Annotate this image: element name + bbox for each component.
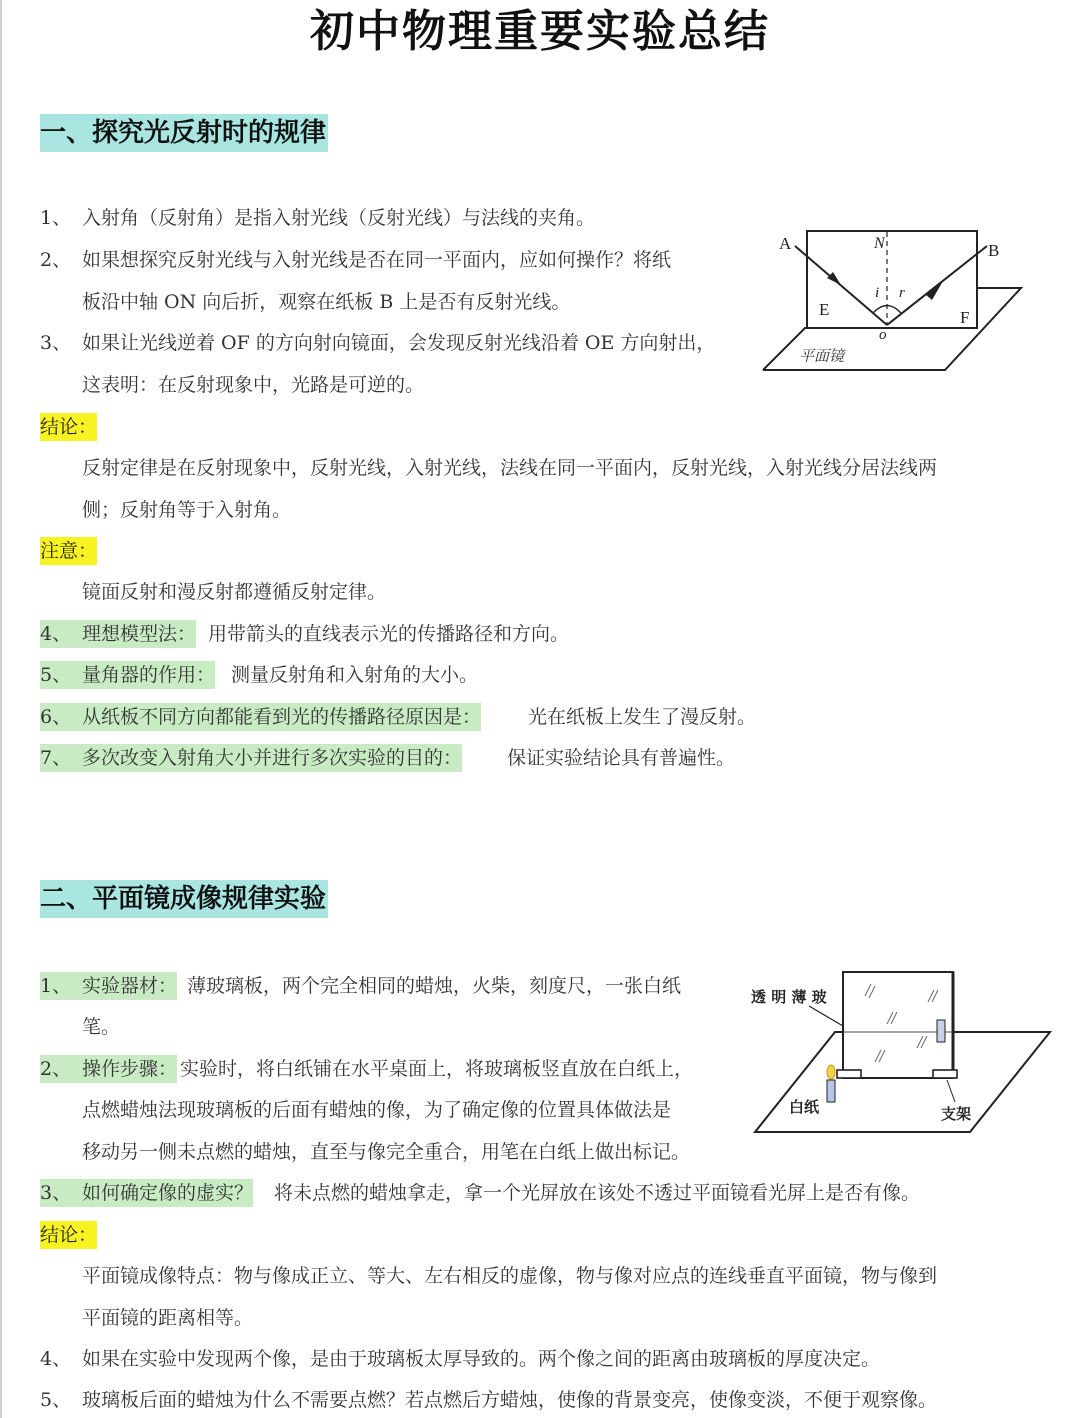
item-text-continued: 笔。 bbox=[82, 1016, 121, 1038]
label-mirror: 平面镜 bbox=[799, 347, 845, 365]
conclusion-text: 反射定律是在反射现象中，反射光线，入射光线，法线在同一平面内，反射光线，入射光线分居法线两 bbox=[82, 457, 938, 479]
item-text: 保证实验结论具有普遍性。 bbox=[507, 747, 736, 769]
item-number: 2、 bbox=[40, 249, 72, 271]
item-text: 测量反射角和入射角的大小。 bbox=[231, 664, 479, 686]
label-o: o bbox=[879, 327, 887, 343]
item-number: 5、 bbox=[40, 1389, 72, 1411]
label-f: F bbox=[960, 308, 970, 327]
item-number: 6、 bbox=[40, 706, 72, 728]
item-number: 3、 bbox=[40, 1182, 72, 1204]
section-heading-plane-mirror: 二、平面镜成像规律实验 bbox=[40, 880, 328, 918]
label-i: i bbox=[875, 285, 880, 301]
item-text-continued: 这表明：在反射现象中，光路是可逆的。 bbox=[82, 374, 425, 396]
conclusion-text-continued: 平面镜的距离相等。 bbox=[82, 1307, 254, 1329]
conclusion-text-continued: 侧；反射角等于入射角。 bbox=[82, 499, 292, 521]
item-number: 1、 bbox=[40, 207, 72, 229]
item-number: 2、 bbox=[40, 1058, 72, 1080]
glass-pointer-line bbox=[809, 1006, 843, 1026]
item-text: 玻璃板后面的蜡烛为什么不需要点燃？若点燃后方蜡烛，使像的背景变亮，使像变淡，不便于观察像。 bbox=[82, 1389, 938, 1411]
conclusion-label: 结论： bbox=[40, 1221, 97, 1249]
label-r: r bbox=[899, 285, 905, 301]
item-number: 5、 bbox=[40, 664, 72, 686]
unlit-candle bbox=[937, 1020, 945, 1042]
section-heading-reflection: 一、探究光反射时的规律 bbox=[40, 114, 328, 152]
item-text: 用带箭头的直线表示光的传播路径和方向。 bbox=[208, 623, 570, 645]
reflection-experiment-diagram bbox=[755, 224, 1025, 376]
page-title: 初中物理重要实验总结 bbox=[310, 6, 770, 57]
item-label: 量角器的作用： bbox=[82, 664, 216, 686]
item-text: 光在纸板上发生了漫反射。 bbox=[528, 706, 757, 728]
conclusion-text: 平面镜成像特点：物与像成正立、等大、左右相反的虚像，物与像对应点的连线垂直平面镜，物与像到 bbox=[82, 1265, 938, 1287]
item-text: 入射角（反射角）是指入射光线（反射光线）与法线的夹角。 bbox=[82, 207, 596, 229]
item-text: 如果想探究反射光线与入射光线是否在同一平面内，应如何操作？将纸 bbox=[82, 249, 672, 271]
conclusion-label: 结论： bbox=[40, 413, 97, 441]
item-label: 如何确定像的虚实？ bbox=[82, 1182, 254, 1204]
label-n: N bbox=[874, 235, 885, 252]
item-text-continued: 板沿中轴 ON 向后折，观察在纸板 B 上是否有反射光线。 bbox=[82, 291, 571, 313]
label-glass: 透 明 薄 玻 bbox=[751, 988, 827, 1006]
item-text: 如果在实验中发现两个像，是由于玻璃板太厚导致的。两个像之间的距离由玻璃板的厚度决定。 bbox=[82, 1348, 881, 1370]
item-text: 如果让光线逆着 OF 的方向射向镜面，会发现反射光线沿着 OE 方向射出， bbox=[82, 332, 716, 354]
item-text-continued: 点燃蜡烛法现玻璃板的后面有蜡烛的像，为了确定像的位置具体做法是 bbox=[82, 1099, 672, 1121]
item-number: 4、 bbox=[40, 623, 72, 645]
item-label: 多次改变入射角大小并进行多次实验的目的： bbox=[82, 747, 463, 769]
stand-left bbox=[837, 1070, 861, 1078]
label-stand: 支架 bbox=[941, 1105, 972, 1123]
label-e: E bbox=[819, 300, 830, 319]
item-text-continued: 移动另一侧未点燃的蜡烛，直至与像完全重合，用笔在白纸上做出标记。 bbox=[82, 1141, 691, 1163]
stand-right bbox=[933, 1070, 957, 1078]
item-text: 实验时，将白纸铺在水平桌面上，将玻璃板竖直放在白纸上， bbox=[180, 1058, 694, 1080]
page-left-border bbox=[0, 0, 2, 1418]
item-text: 将未点燃的蜡烛拿走，拿一个光屏放在该处不透过平面镜看光屏上是否有像。 bbox=[274, 1182, 921, 1204]
plane-mirror-experiment-diagram bbox=[745, 962, 1055, 1138]
item-number: 1、 bbox=[40, 975, 72, 997]
item-text: 薄玻璃板，两个完全相同的蜡烛，火柴，刻度尺，一张白纸 bbox=[187, 975, 682, 997]
label-paper: 白纸 bbox=[789, 1098, 820, 1116]
item-label: 实验器材： bbox=[82, 975, 178, 997]
item-number: 4、 bbox=[40, 1348, 72, 1370]
item-label: 操作步骤： bbox=[82, 1058, 178, 1080]
item-number: 3、 bbox=[40, 332, 72, 354]
label-b: B bbox=[988, 241, 1000, 260]
note-text: 镜面反射和漫反射都遵循反射定律。 bbox=[82, 581, 387, 603]
item-number: 7、 bbox=[40, 747, 72, 769]
candle-flame bbox=[827, 1065, 835, 1079]
note-label: 注意： bbox=[40, 537, 97, 565]
label-a: A bbox=[779, 234, 792, 253]
item-label: 理想模型法： bbox=[82, 623, 197, 645]
lit-candle bbox=[827, 1080, 835, 1102]
item-label: 从纸板不同方向都能看到光的传播路径原因是： bbox=[82, 706, 482, 728]
